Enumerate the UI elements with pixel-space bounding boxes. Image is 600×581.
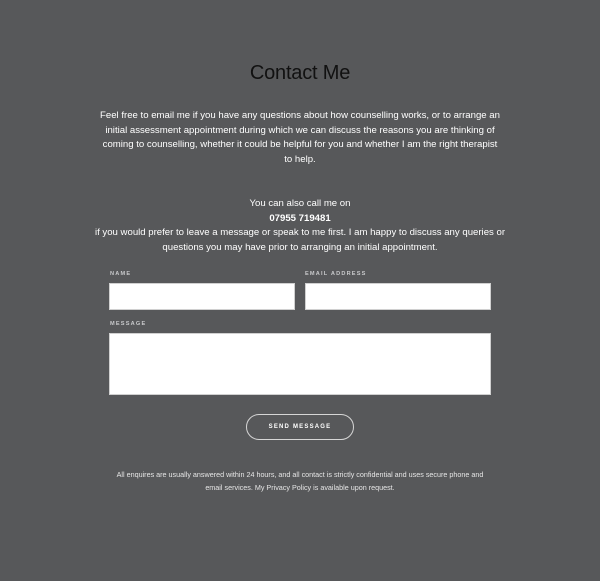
send-message-button[interactable]: SEND MESSAGE [246,414,354,440]
intro-paragraph: Feel free to email me if you have any questions about how counselling works, or to arrange an initial assessment appointment during which we can discuss the reasons you are thinking of coming to counselling, whether it could be helpful for you and whether I am the right therapist to help. [100,110,500,165]
name-label: NAME [110,271,132,277]
message-label: MESSAGE [110,321,147,327]
call-info [80,197,520,255]
phone-number: 07955 719481 [269,212,331,224]
call-tail-text: if you would prefer to leave a message or speak to me first. I am happy to discuss any queries or questions you may have prior to arranging an initial appointment. [94,227,506,253]
footer-note: All enquires are usually answered within 24 hours, and all contact is strictly confidential and uses secure phone and email services. My Privacy Policy is available upon request. [116,470,484,492]
page-title: Contact Me [249,62,351,84]
message-textarea[interactable] [109,333,491,395]
call-lead-text: You can also call me on [249,198,351,209]
name-input[interactable] [109,283,295,310]
email-label: EMAIL ADDRESS [305,271,367,277]
email-input[interactable] [305,283,491,310]
